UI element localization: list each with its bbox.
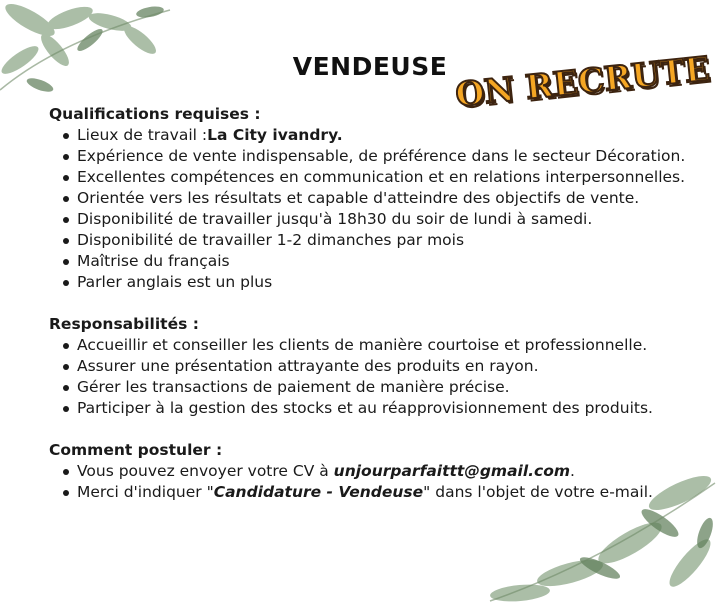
qualifications-list xyxy=(49,125,699,293)
list-item: Assurer une présentation attrayante des produits en rayon. xyxy=(77,356,699,377)
list-item: Merci d'indiquer "Candidature - Vendeuse" dans l'objet de votre e-mail. xyxy=(77,482,699,503)
list-item: Disponibilité de travailler 1-2 dimanches par mois xyxy=(77,230,699,251)
list-item: Expérience de vente indispensable, de préférence dans le secteur Décoration. xyxy=(77,146,699,167)
list-item: Vous pouvez envoyer votre CV à unjourparfaittt@gmail.com. xyxy=(77,461,699,482)
contact-email: unjourparfaittt@gmail.com xyxy=(333,462,571,480)
list-item: Participer à la gestion des stocks et au réapprovisionnement des produits. xyxy=(77,398,699,419)
list-item: Orientée vers les résultats et capable d'atteindre des objectifs de vente. xyxy=(77,188,699,209)
recruiting-stamp: ON RECRUTE xyxy=(453,48,712,115)
list-item: Disponibilité de travailler jusqu'à 18h30 du soir de lundi à samedi. xyxy=(77,209,699,230)
list-item: Parler anglais est un plus xyxy=(77,272,699,293)
responsibilities-list xyxy=(49,335,699,419)
email-subject: Candidature - Vendeuse xyxy=(213,483,424,501)
list-item: Excellentes compétences en communication et en relations interpersonnelles. xyxy=(77,167,699,188)
responsibilities-heading: Responsabilités : xyxy=(49,315,199,333)
job-description xyxy=(49,104,699,503)
list-item: Accueillir et conseiller les clients de manière courtoise et professionnelle. xyxy=(77,335,699,356)
page-title: VENDEUSE xyxy=(292,52,448,81)
apply-list xyxy=(49,461,699,503)
qualifications-heading: Qualifications requises : xyxy=(49,105,261,123)
work-location: La City ivandry. xyxy=(207,126,343,144)
list-item: Gérer les transactions de paiement de manière précise. xyxy=(77,377,699,398)
list-item: Maîtrise du français xyxy=(77,251,699,272)
apply-heading: Comment postuler : xyxy=(49,441,223,459)
list-item: Lieux de travail :La City ivandry. xyxy=(77,125,699,146)
